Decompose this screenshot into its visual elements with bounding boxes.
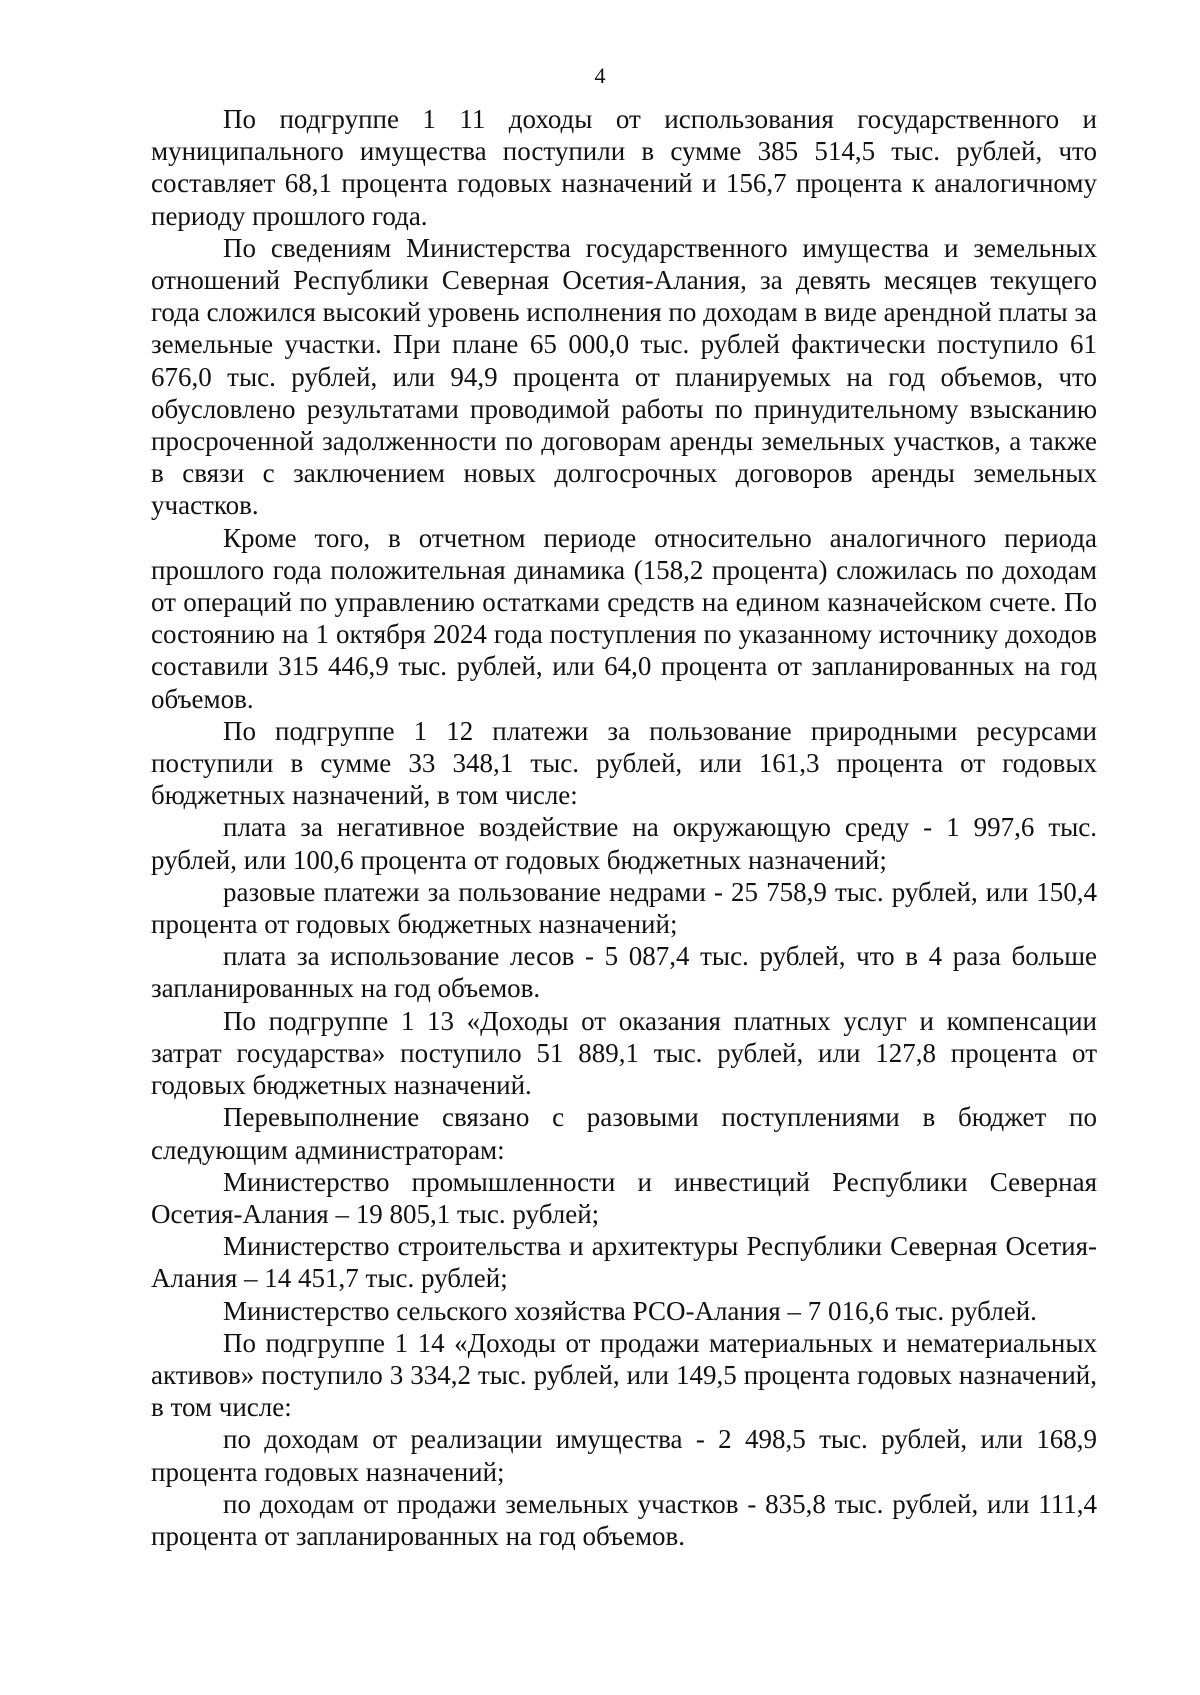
page-number: 4 (594, 63, 606, 88)
paragraph-overfulfillment: Перевыполнение связано с разовыми поступлениями в бюджет по следующим администраторам: (151, 1102, 1097, 1165)
list-item-property-sales: по доходам от реализации имущества - 2 498,5 тыс. рублей, или 168,9 процента годовых назначений; (151, 1424, 1097, 1487)
list-item-subsoil-payments: разовые платежи за пользование недрами - 25 758,9 тыс. рублей, или 150,4 процента от годовых бюджетных назначений; (151, 876, 1097, 940)
list-item-ministry-agriculture: Министерство сельского хозяйства РСО-Алания – 7 016,6 тыс. рублей. (223, 1295, 1037, 1326)
paragraph-treasury-account: Кроме того, в отчетном периоде относительно аналогичного периода прошлого года положительная динамика (158,2 процента) сложилась по доходам от операций по управлению остатками средств на едином казначейском счете. По состоянию на 1 октября 2024 года поступления по указанному источнику доходов составили 315 446,9 тыс. рублей, или 64,0 процента от запланированных на год объемов. (151, 522, 1097, 714)
list-item-land-sales: по доходам от продажи земельных участков - 835,8 тыс. рублей, или 111,4 процента от запланированных на год объемов. (151, 1488, 1097, 1551)
paragraph-natural-resources: По подгруппе 1 12 платежи за пользование природными ресурсами поступили в сумме 33 348,1 тыс. рублей, или 161,3 процента от годовых бюджетных назначений, в том числе: (151, 715, 1097, 811)
list-item-environment-fee: плата за негативное воздействие на окружающую среду - 1 997,6 тыс. рублей, или 100,6 процента от годовых бюджетных назначений; (151, 812, 1097, 875)
list-item-forest-fee: плата за использование лесов - 5 087,4 тыс. рублей, что в 4 раза больше запланированных на год объемов. (151, 941, 1097, 1004)
paragraph-asset-sales: По подгруппе 1 14 «Доходы от продажи материальных и нематериальных активов» поступило 3 334,2 тыс. рублей, или 149,5 процента годовых назначений, в том числе: (151, 1327, 1097, 1423)
document-body (151, 103, 1097, 1552)
paragraph-land-lease: По сведениям Министерства государственного имущества и земельных отношений Республики Северная Осетия-Алания, за девять месяцев текущего года сложился высокий уровень исполнения по доходам в виде арендной платы за земельные участки. При плане 65 000,0 тыс. рублей фактически поступило 61 676,0 тыс. рублей, или 94,9 процента от планируемых на год объемов, что обусловлено результатами проводимой работы по принудительному взысканию просроченной задолженности по договорам аренды земельных участков, а также в связи с заключением новых долгосрочных договоров аренды земельных участков. (151, 232, 1097, 521)
paragraph-property-income: По подгруппе 1 11 доходы от использования государственного и муниципального имущества поступили в сумме 385 514,5 тыс. рублей, что составляет 68,1 процента годовых назначений и 156,7 процента к аналогичному периоду прошлого года. (151, 104, 1097, 231)
list-item-ministry-industry: Министерство промышленности и инвестиций Республики Северная Осетия-Алания – 19 805,1 тыс. рублей; (151, 1166, 1097, 1229)
list-item-ministry-construction: Министерство строительства и архитектуры Республики Северная Осетия-Алания – 14 451,7 тыс. рублей; (151, 1231, 1097, 1294)
paragraph-paid-services: По подгруппе 1 13 «Доходы от оказания платных услуг и компенсации затрат государства» поступило 51 889,1 тыс. рублей, или 127,8 процента от годовых бюджетных назначений. (151, 1005, 1097, 1101)
